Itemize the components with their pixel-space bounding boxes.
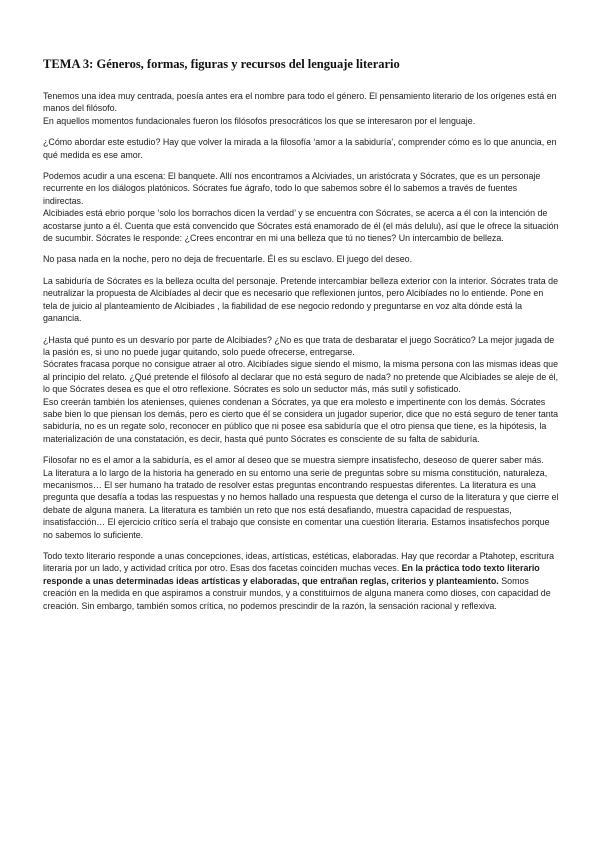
- text-line: ¿Hasta qué punto es un desvarío por parte de Alcibiades? ¿No es que trata de desbaratar el juego Socrático? La mejor jugada de la pasión es, si uno no puede jugar quitando, solo puede ofrecerse, entregarse.: [43, 334, 555, 357]
- night-paragraph: [43, 253, 560, 265]
- text-line: Sócrates fracasa porque no consigue atraer al otro. Alcibíades sigue siendo el mismo, la misma persona con las mismas ideas que al principio del relato. ¿Qué pretende el filósofo al declarar que no está seguro de nada? no pretende que Alcibíades se aleje de él, lo que Sócrates desea es que el otro reflexione. Sócrates es solo un seductor más, más sutil y sofisticado.: [43, 359, 559, 395]
- text-line: Filosofar no es el amor a la sabiduría, es el amor al deseo que se muestra siempre insatisfecho, deseoso de querer saber más.: [43, 455, 544, 466]
- text-line: La sabiduría de Sócrates es la belleza oculta del personaje. Pretende intercambiar belleza exterior con la interior. Sócrates trata de neutralizar la propuesta de Alcibíades al decir que es necesario que reflexionen juntos, pero Alcibíades no lo entiende. Pone en tela de juicio al planteamiento de Alcibiades , la fiabilidad de ese negocio redondo y preguntarse en voz alta dónde está la ganancia.: [43, 275, 559, 324]
- text-line: Tenemos una idea muy centrada, poesía antes era el nombre para todo el género. El pensamiento literario de los orígenes está en manos del filósofo.: [43, 91, 557, 114]
- bold-statement: En la práctica todo texto literario responde a unas determinadas ideas artísticas y elaboradas, que entrañan reglas, criterios y planteamiento.: [43, 563, 540, 586]
- text-line: En aquellos momentos fundacionales fueron los filósofos presocráticos los que se interesaron por el lenguaje.: [43, 115, 476, 126]
- banquet-paragraph: [43, 170, 560, 244]
- text-line: Eso creerán también los atenienses, quienes condenan a Sócrates, ya que era molesto e impertinente con los demás. Sócrates sabe bien lo que piensan los demás, pero es cierto que él se considera un jugador superior, dice que no está seguro de tener tanta sabiduría, no es un regate solo, reconocer en público que ni posee esa sabiduría que el otro piensa que tiene, es la hipótesis, la materialización de una constatación, es decir, hasta qué punto Sócrates es consciente de su falta de sabiduría.: [43, 396, 559, 444]
- question-paragraph: [43, 136, 560, 161]
- alcibiades-paragraph: [43, 334, 560, 446]
- text-line: Somos creación en la medida en que aspiramos a construir mundos, y a constituirnos de alguna manera como dioses, con capacidad de creación. Sin embargo, también somos crítica, no podemos prescindir de la razón, la sensación racional y reflexiva.: [43, 575, 551, 611]
- text-line: No pasa nada en la noche, pero no deja de frecuentarle. Él es su esclavo. El juego del deseo.: [43, 254, 413, 265]
- text-line: La literatura a lo largo de la historia ha generado en su entorno una serie de preguntas sobre su misma constitución, naturaleza, mecanismos… El ser humano ha tratado de resolver estas preguntas encontrando respuestas diferentes. La literatura es una pregunta que desafía a todas las respuestas y no hemos hallado una respuesta que detenga el curso de la literatura y que cierre el debate de alguna manera. La literatura es también un reto que nos está desafiando, muestra capacidad de respuestas, insatisfacción… El ejercicio crítico sería el trabajo que consiste en comentar una cuestión literaria. Estamos insatisfechos porque no sabemos lo suficiente.: [43, 467, 559, 540]
- text-line: Podemos acudir a una escena: El banquete. Allí nos encontramos a Alciviades, un aristócrata y Sócrates, que es un personaje recurrente en los diálogos platónicos. Sócrates fue ágrafo, todo lo que sabemos sobre él lo sabemos a través de fuentes indirectas.: [43, 171, 541, 206]
- philosophy-paragraph: [43, 454, 560, 541]
- intro-paragraph: [43, 90, 560, 127]
- literary-text-paragraph: [43, 550, 560, 612]
- document-title: TEMA 3: Géneros, formas, figuras y recursos del lenguaje literario: [43, 57, 400, 71]
- text-line: ¿Cómo abordar este estudio? Hay que volver la mirada a la filosofía ‘amor a la sabiduría’, comprender cómo es lo que anuncia, en qué medida es ese amor.: [43, 137, 557, 160]
- text-line: Alcibiades está ebrio porque ‘solo los borrachos dicen la verdad’ y se encuentra con Sócrates, se acerca a él con la intención de acostarse junto a él. Cuenta que está convencido que Sócrates está enamorado de él (el más delulu), así que le ofrece la situación de sucumbir. Sócrates le responde: ¿Crees encontrar en mi una belleza que tú no tienes? Un intercambio de belleza.: [43, 208, 559, 244]
- wisdom-paragraph: [43, 275, 560, 325]
- text-line: Todo texto literario responde a unas concepciones, ideas, artísticas, estéticas, elaboradas. Hay que recordar a Ptahotep, escritura literaria por un lado, y actividad crítica por otro. Esas dos facetas coinciden muchas veces.: [43, 551, 555, 574]
